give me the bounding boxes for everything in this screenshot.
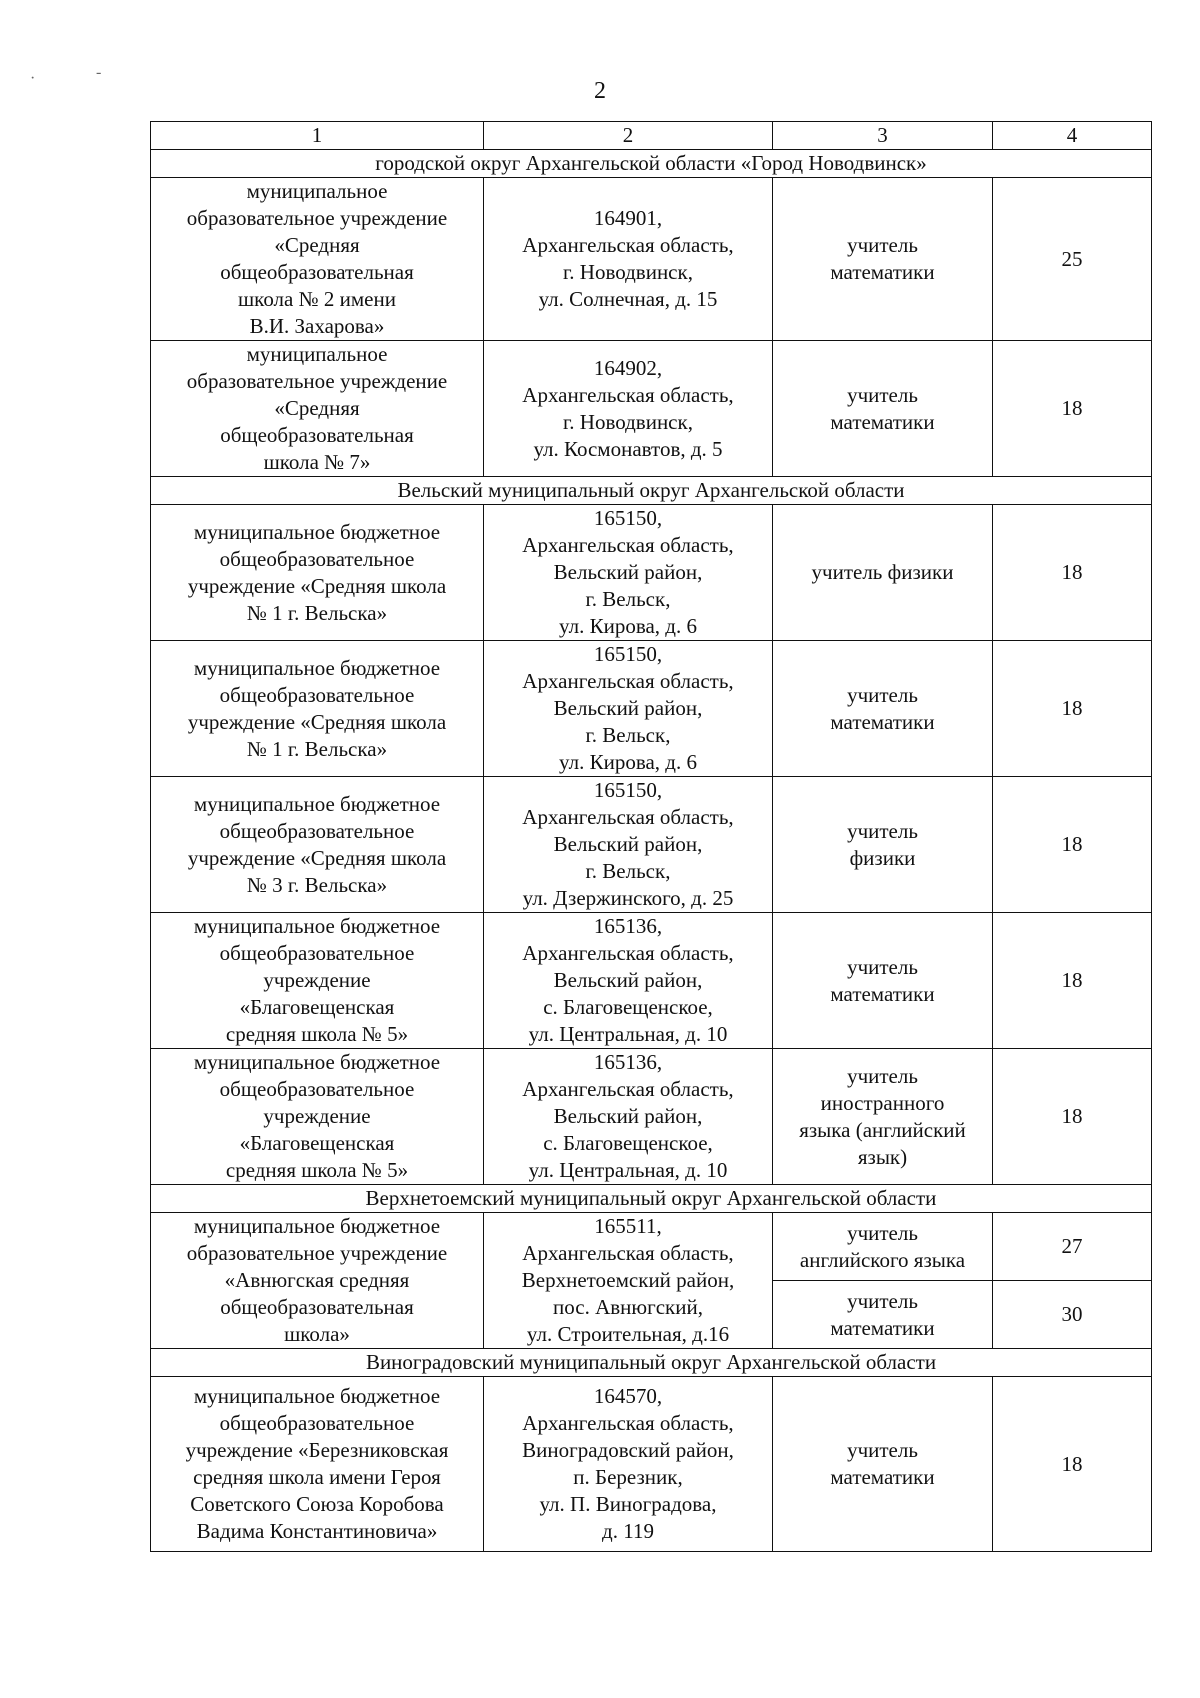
organization-address: 165136, Архангельская область, Вельский район, с. Благовещенское, ул. Центральная, д. 10 (484, 1049, 773, 1185)
position-title: учитель математики (773, 913, 993, 1049)
hours-count: 25 (993, 178, 1152, 341)
table-row (151, 341, 1152, 477)
organization-address: 165136, Архангельская область, Вельский район, с. Благовещенское, ул. Центральная, д. 10 (484, 913, 773, 1049)
position-title: учитель математики (773, 641, 993, 777)
organization-address: 165150, Архангельская область, Вельский район, г. Вельск, ул. Кирова, д. 6 (484, 505, 773, 641)
organization-name: муниципальное бюджетное общеобразовательное учреждение «Березниковская средняя школа имени Героя Советского Союза Коробова Вадима Константиновича» (151, 1377, 484, 1552)
organization-name: муниципальное бюджетное общеобразовательное учреждение «Средняя школа № 3 г. Вельска» (151, 777, 484, 913)
table-row (151, 178, 1152, 341)
position-title: учитель математики (773, 178, 993, 341)
vacancy-table (150, 121, 1152, 1552)
hours-count: 18 (993, 913, 1152, 1049)
district-name: городской округ Архангельской области «Город Новодвинск» (151, 150, 1152, 178)
organization-address: 165150, Архангельская область, Вельский район, г. Вельск, ул. Кирова, д. 6 (484, 641, 773, 777)
hours-count: 18 (993, 341, 1152, 477)
district-row (151, 477, 1152, 505)
district-name: Виноградовский муниципальный округ Архангельской области (151, 1349, 1152, 1377)
hours-count: 30 (993, 1281, 1152, 1349)
organization-name: муниципальное бюджетное общеобразовательное учреждение «Благовещенская средняя школа № 5» (151, 1049, 484, 1185)
table-row (151, 913, 1152, 1049)
hours-count: 18 (993, 1049, 1152, 1185)
organization-name: муниципальное бюджетное общеобразовательное учреждение «Средняя школа № 1 г. Вельска» (151, 641, 484, 777)
district-row (151, 1349, 1152, 1377)
district-row (151, 150, 1152, 178)
scan-mark: - (96, 64, 102, 81)
hours-count: 18 (993, 641, 1152, 777)
hours-count: 18 (993, 505, 1152, 641)
organization-address: 165150, Архангельская область, Вельский район, г. Вельск, ул. Дзержинского, д. 25 (484, 777, 773, 913)
column-number: 1 (151, 122, 484, 150)
position-title: учитель физики (773, 505, 993, 641)
organization-address: 165511, Архангельская область, Верхнетоемский район, пос. Авнюгский, ул. Строительная, д.16 (484, 1213, 773, 1349)
column-number: 3 (773, 122, 993, 150)
organization-name: муниципальное бюджетное общеобразовательное учреждение «Средняя школа № 1 г. Вельска» (151, 505, 484, 641)
organization-address: 164901, Архангельская область, г. Новодвинск, ул. Солнечная, д. 15 (484, 178, 773, 341)
district-name: Верхнетоемский муниципальный округ Архангельской области (151, 1185, 1152, 1213)
position-title: учитель математики (773, 1281, 993, 1349)
position-title: учитель математики (773, 1377, 993, 1552)
position-title: учитель математики (773, 341, 993, 477)
column-number: 4 (993, 122, 1152, 150)
table-row (151, 777, 1152, 913)
table-row (151, 1213, 1152, 1281)
organization-address: 164902, Архангельская область, г. Новодвинск, ул. Космонавтов, д. 5 (484, 341, 773, 477)
position-title: учитель английского языка (773, 1213, 993, 1281)
organization-address: 164570, Архангельская область, Виноградовский район, п. Березник, ул. П. Виноградова, д. 119 (484, 1377, 773, 1552)
column-number-row (151, 122, 1152, 150)
district-name: Вельский муниципальный округ Архангельской области (151, 477, 1152, 505)
organization-name: муниципальное образовательное учреждение «Средняя общеобразовательная школа № 7» (151, 341, 484, 477)
page-number: 2 (594, 78, 606, 104)
organization-name: муниципальное бюджетное образовательное учреждение «Авнюгская средняя общеобразовательная школа» (151, 1213, 484, 1349)
position-title: учитель иностранного языка (английский язык) (773, 1049, 993, 1185)
organization-name: муниципальное образовательное учреждение «Средняя общеобразовательная школа № 2 имени В.И. Захарова» (151, 178, 484, 341)
table-row (151, 1377, 1152, 1552)
scan-mark: · (30, 70, 36, 87)
table-row (151, 1049, 1152, 1185)
district-row (151, 1185, 1152, 1213)
column-number: 2 (484, 122, 773, 150)
table-row (151, 641, 1152, 777)
hours-count: 27 (993, 1213, 1152, 1281)
organization-name: муниципальное бюджетное общеобразовательное учреждение «Благовещенская средняя школа № 5» (151, 913, 484, 1049)
position-title: учитель физики (773, 777, 993, 913)
hours-count: 18 (993, 1377, 1152, 1552)
hours-count: 18 (993, 777, 1152, 913)
table-row (151, 505, 1152, 641)
